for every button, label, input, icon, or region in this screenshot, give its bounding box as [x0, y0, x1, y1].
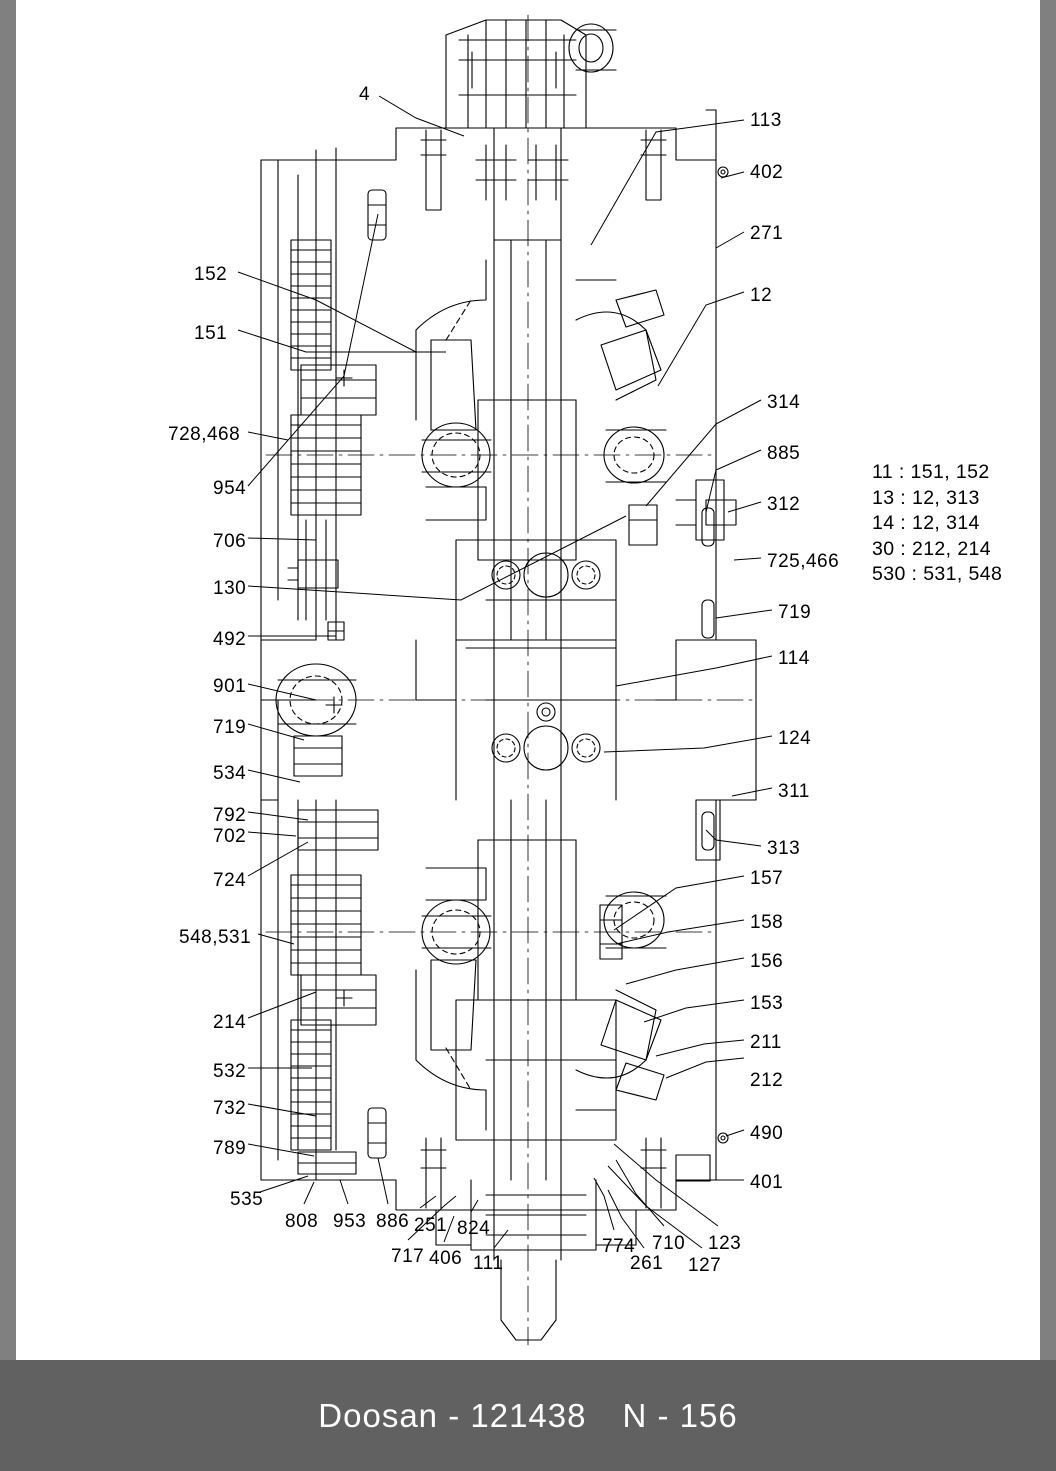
- callout-130: 130: [213, 578, 247, 599]
- callout-312: 312: [767, 494, 801, 515]
- callout-158: 158: [750, 912, 784, 933]
- callout-706: 706: [213, 531, 247, 552]
- callout-151: 151: [194, 323, 228, 344]
- footer-caption: [318, 1397, 737, 1435]
- diagram-canvas: [16, 0, 1040, 1360]
- callout-313: 313: [767, 838, 801, 859]
- callout-152: 152: [194, 264, 228, 285]
- callout-124: 124: [778, 728, 812, 749]
- callout-789: 789: [213, 1138, 247, 1159]
- footer-brand: Doosan: [318, 1396, 439, 1434]
- callout-153: 153: [750, 993, 784, 1014]
- callout-717: 717: [391, 1246, 425, 1267]
- drawing-page: [16, 0, 1040, 1471]
- callout-212: 212: [750, 1070, 784, 1091]
- callout-774: 774: [602, 1236, 636, 1257]
- callout-824: 824: [457, 1218, 491, 1239]
- callout-490: 490: [750, 1123, 784, 1144]
- callout-548-531: 548,531: [179, 927, 252, 948]
- callout-535: 535: [230, 1189, 264, 1210]
- callout-732: 732: [213, 1098, 247, 1119]
- callout-702: 702: [213, 826, 247, 847]
- callout-251: 251: [414, 1215, 448, 1236]
- callout-953: 953: [333, 1211, 367, 1232]
- callout-792: 792: [213, 805, 247, 826]
- callout-402: 402: [750, 162, 784, 183]
- callout-127: 127: [688, 1255, 722, 1276]
- callout-954: 954: [213, 478, 247, 499]
- callout-401: 401: [750, 1172, 784, 1193]
- callout-901: 901: [213, 676, 247, 697]
- callout-532: 532: [213, 1061, 247, 1082]
- callout-728-468: 728,468: [168, 424, 241, 445]
- callout-4: 4: [359, 84, 371, 105]
- callout-113: 113: [750, 110, 782, 131]
- footer-dash: -: [448, 1396, 461, 1434]
- callout-261: 261: [630, 1253, 664, 1274]
- callout-157: 157: [750, 868, 784, 889]
- footer-sheet: N - 156: [622, 1396, 738, 1434]
- callout-724: 724: [213, 870, 247, 891]
- callout-271: 271: [750, 223, 784, 244]
- legend-line-13: 13 : 12, 313: [872, 486, 980, 509]
- footer-bar: [0, 1360, 1056, 1471]
- callout-114: 114: [778, 648, 810, 669]
- legend-line-14: 14 : 12, 314: [872, 512, 980, 534]
- footer-part-number: 121438: [470, 1396, 587, 1434]
- callout-725-466: 725,466: [767, 551, 840, 572]
- legend-line-30: 30 : 212, 214: [872, 537, 992, 560]
- callout-719-right: 719: [778, 602, 812, 623]
- callout-311: 311: [778, 781, 810, 802]
- callout-123: 123: [708, 1233, 742, 1254]
- callout-406: 406: [429, 1248, 463, 1269]
- part-group-legend: [872, 460, 1002, 588]
- callout-885: 885: [767, 443, 801, 464]
- legend-line-530: 530 : 531, 548: [872, 563, 1003, 585]
- callout-710: 710: [652, 1233, 686, 1254]
- callout-12: 12: [750, 285, 773, 306]
- callout-534: 534: [213, 763, 247, 784]
- callout-111: 111: [473, 1253, 504, 1274]
- assembly-cross-section-drawing: [16, 0, 1040, 1360]
- callout-886: 886: [376, 1211, 410, 1232]
- callout-214: 214: [213, 1012, 247, 1033]
- callout-156: 156: [750, 951, 784, 972]
- callout-719-left: 719: [213, 717, 247, 738]
- legend-line-11: 11 : 151, 152: [872, 461, 990, 483]
- callout-492: 492: [213, 629, 247, 650]
- callout-314: 314: [767, 392, 801, 413]
- callout-211: 211: [750, 1032, 782, 1053]
- callout-808: 808: [285, 1211, 319, 1232]
